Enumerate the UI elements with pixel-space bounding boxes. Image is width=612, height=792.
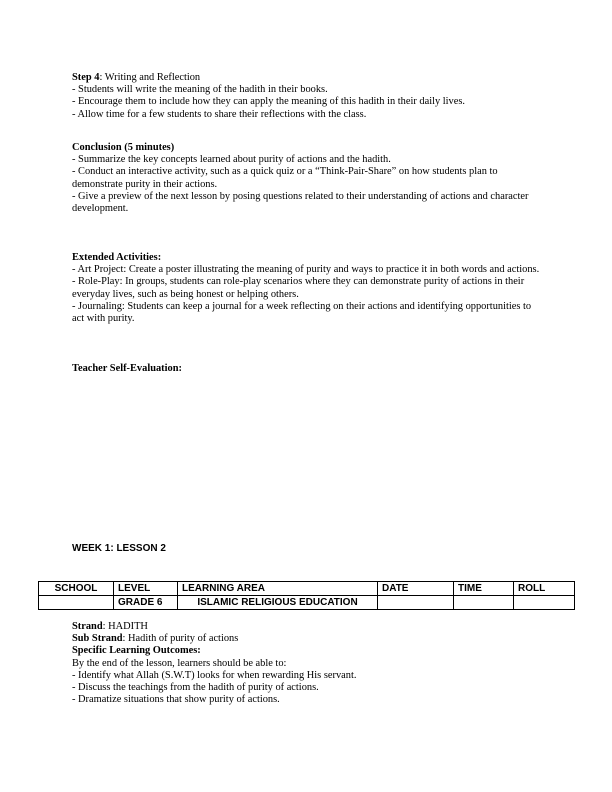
strand-line (72, 621, 542, 633)
step4-title-line (72, 72, 542, 84)
outcome-item: - Dramatize situations that show purity of actions. (72, 694, 280, 706)
sub-strand-line (72, 633, 542, 645)
table-cell: ISLAMIC RELIGIOUS EDUCATION (178, 596, 378, 610)
table-cell (39, 596, 114, 610)
outcomes-intro: By the end of the lesson, learners should be able to: (72, 657, 287, 669)
table-cell (514, 596, 575, 610)
conclusion-heading: Conclusion (5 minutes) (72, 142, 175, 153)
step4-section (72, 72, 542, 121)
table-header-cell: TIME (454, 582, 514, 596)
table-header-cell: ROLL (514, 582, 575, 596)
outcome-item: - Discuss the teachings from the hadith of purity of actions. (72, 682, 319, 694)
table-header-cell: DATE (378, 582, 454, 596)
self-evaluation-section (72, 363, 542, 375)
week-heading: WEEK 1: LESSON 2 (72, 543, 166, 554)
outcome-item: - Identify what Allah (S.W.T) looks for when rewarding His servant. (72, 669, 357, 681)
extended-line: - Art Project: Create a poster illustrating the meaning of purity and ways to practice it in both words and actions. (72, 264, 540, 276)
strand-label: Strand (72, 621, 103, 632)
conclusion-line: - Summarize the key concepts learned about purity of actions and the hadith. (72, 154, 391, 166)
step4-line: - Allow time for a few students to share their reflections with the class. (72, 108, 367, 120)
step4-line: - Encourage them to include how they can apply the meaning of this hadith in their daily lives. (72, 96, 466, 108)
outcomes-heading: Specific Learning Outcomes: (72, 645, 201, 657)
conclusion-line: - Give a preview of the next lesson by posing questions related to their understanding of actions and character development. (72, 190, 529, 215)
conclusion-line: - Conduct an interactive activity, such as a quick quiz or a “Think-Pair-Share” on how students plan to demonstrate purity in their actions. (72, 166, 498, 190)
table-header-cell: SCHOOL (39, 582, 114, 596)
extended-line: - Journaling: Students can keep a journal for a week reflecting on their actions and identifying opportunities to act with purity. (72, 300, 532, 325)
extended-heading: Extended Activities: (72, 252, 162, 263)
step4-line: - Students will write the meaning of the hadith in their books. (72, 84, 328, 96)
table-cell: GRADE 6 (114, 596, 178, 610)
sub-strand-value: : Hadith of purity of actions (122, 633, 239, 645)
lesson-info-table (38, 581, 575, 610)
conclusion-section (72, 142, 542, 215)
sub-strand-label: Sub Strand (72, 633, 123, 645)
extended-activities-section (72, 252, 542, 325)
table-header-row (39, 582, 575, 596)
table-row (39, 596, 575, 610)
table-header-cell: LEARNING AREA (178, 582, 378, 596)
table-header-cell: LEVEL (114, 582, 178, 596)
step4-title: : Writing and Reflection (99, 72, 201, 83)
extended-line: - Role-Play: In groups, students can role-play scenarios where they can demonstrate purity of actions in their everyday lives, such as being honest or helping others. (72, 276, 525, 300)
lesson2-section (72, 621, 542, 706)
strand-value: : HADITH (102, 621, 148, 632)
self-evaluation-heading: Teacher Self-Evaluation: (72, 363, 182, 374)
step4-heading: Step 4 (72, 72, 100, 83)
table-cell (454, 596, 514, 610)
table-cell (378, 596, 454, 610)
